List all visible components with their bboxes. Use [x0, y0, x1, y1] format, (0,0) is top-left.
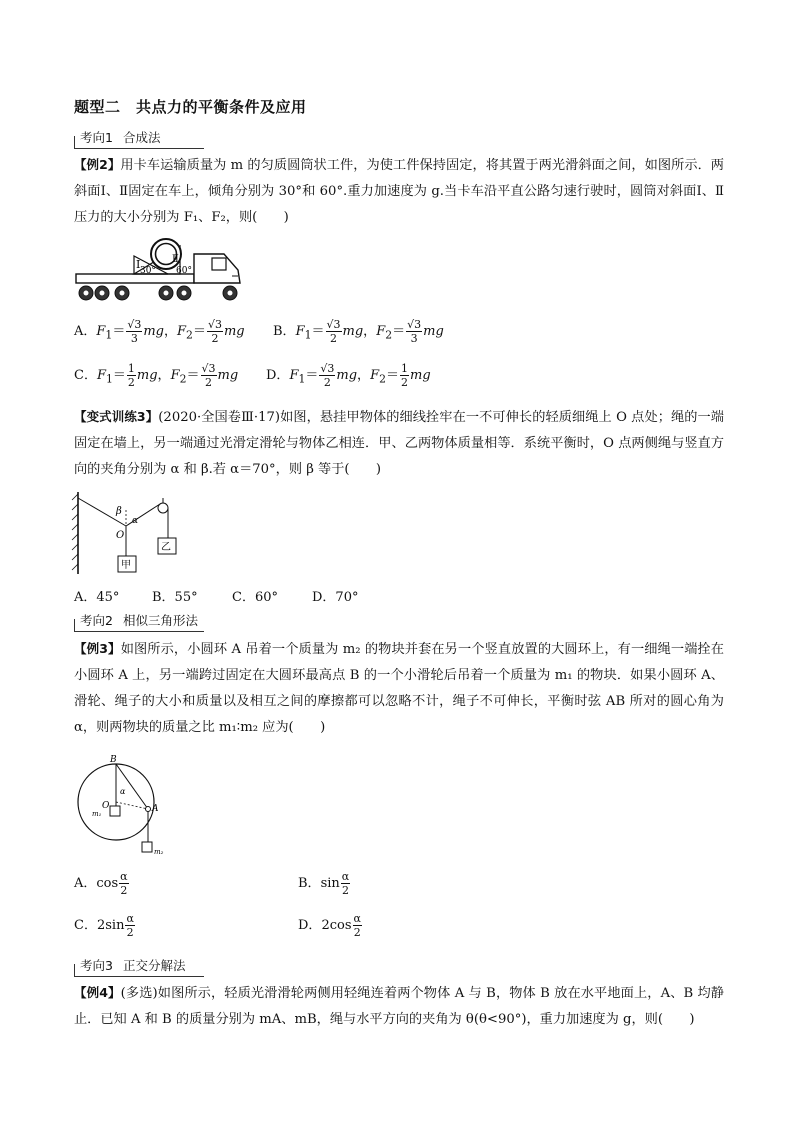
fraction: $\frac{1}{2}$ [401, 362, 408, 389]
option-a[interactable]: A．$F_1=$ $\frac{√3}{3}$ mg，$F_2=$ $\frac{√3}{2}$ mg [74, 318, 245, 345]
page-title: 题型二 共点力的平衡条件及应用 [74, 98, 307, 116]
fraction: $\frac{1}{2}$ [127, 362, 135, 389]
o-label: O [116, 530, 125, 541]
example-tag: 【例4】 [74, 985, 121, 1000]
fraction: $\frac{√3}{2}$ [320, 362, 335, 389]
beta-label: β [116, 506, 122, 517]
section-name: 合成法 [122, 130, 161, 145]
function: cos [329, 918, 352, 933]
fraction: $\frac{√3}{3}$ [127, 318, 142, 345]
block-yi-label: 乙 [161, 542, 171, 553]
option-b[interactable]: B．55° [152, 590, 198, 605]
function: sin [105, 918, 125, 933]
block-jia-label: 甲 [121, 560, 131, 571]
section-name: 正交分解法 [122, 958, 186, 973]
circle-figure [72, 750, 182, 860]
section-number: 考向3 [80, 958, 113, 973]
option-b[interactable] [298, 870, 351, 897]
option-letter: A． [74, 324, 97, 339]
option-letter: B． [298, 876, 321, 891]
option-letter: A． [74, 876, 97, 891]
example-tag: 【例3】 [74, 641, 121, 656]
option-letter: C． [74, 918, 97, 933]
m1-label: m₁ [92, 810, 102, 818]
option-c[interactable]: C．$F_1=$ $\frac{1}{2}$ mg，$F_2=$ $\frac{√3}{2}$ mg [74, 362, 239, 389]
fraction: $\frac{\alpha}{2}$ [120, 870, 128, 897]
option-letter: C． [74, 368, 97, 383]
fraction: $\frac{\alpha}{2}$ [126, 912, 134, 939]
slope-2-label: Ⅱ [172, 254, 179, 265]
example-3-text [74, 636, 724, 741]
function: sin [320, 876, 340, 891]
fraction: $\frac{√3}{3}$ [407, 318, 422, 345]
option-a[interactable]: A．45° [74, 590, 120, 605]
example-body: (2020·全国卷Ⅲ·17)如图，悬挂甲物体的细线拴牢在一不可伸长的轻质细绳上 O 点处；绳的一端固定在墙上，另一端通过光滑定滑轮与物体乙相连．甲、乙两物体质量相等．系统平衡时，O 点两侧绳与竖直方向的夹角分别为 α 和 β.若 α＝70°，则 β 等于( ) [74, 410, 724, 477]
option-a[interactable] [74, 870, 130, 897]
fraction: $\frac{\alpha}{2}$ [341, 870, 350, 897]
option-d[interactable] [298, 912, 363, 939]
m2-label: m₂ [154, 848, 164, 856]
coef: 2 [96, 918, 106, 933]
coef: 2 [321, 918, 330, 933]
fraction: $\frac{\alpha}{2}$ [353, 912, 361, 939]
b-label: B [110, 755, 117, 765]
example-body: (多选)如图所示，轻质光滑滑轮两侧用轻绳连着两个物体 A 与 B，物体 B 放在水平地面上，A、B 均静止．已知 A 和 B 的质量分别为 mA、mB，绳与水平方向的夹角为 θ(θ<90°)，重力加速度为 g，则( ) [74, 986, 724, 1027]
option-d[interactable]: D．70° [312, 590, 359, 605]
truck-figure [72, 236, 248, 306]
option-letter: D． [266, 368, 290, 383]
angle-30-label: 30° [140, 266, 156, 276]
fraction: $\frac{√3}{2}$ [326, 318, 341, 345]
alpha-label: α [132, 516, 139, 526]
option-d[interactable]: D．$F_1=$ $\frac{√3}{2}$ mg，$F_2=$ $\frac{1}{2}$ mg [266, 362, 431, 389]
option-b[interactable]: B．$F_1=$ $\frac{√3}{2}$ mg，$F_2=$ $\frac{√3}{3}$ mg [273, 318, 444, 345]
fraction: $\frac{√3}{2}$ [201, 362, 216, 389]
option-c[interactable]: C．60° [232, 590, 278, 605]
example-tag: 【例2】 [74, 157, 121, 172]
fraction: $\frac{√3}{2}$ [207, 318, 222, 345]
angle-60-label: 60° [176, 266, 192, 276]
option-c[interactable] [74, 912, 136, 939]
alpha-label: α [120, 787, 126, 796]
example-body: 如图所示，小圆环 A 吊着一个质量为 m₂ 的物块并套在另一个竖直放置的大圆环上，有一细绳一端拴在小圆环 A 上，另一端跨过固定在大圆环最高点 B 的一个小滑轮后吊着一个质量为 m₁ 的物块．如果小圆环 A、滑轮、绳子的大小和质量以及相互之间的摩擦都可以忽略不计，绳子不可伸长，平衡时弦 AB 所对的圆心角为 α，则两物块的质量之比 m₁∶m₂ 应为( ) [74, 642, 724, 735]
example-4-text [74, 980, 724, 1033]
option-letter: B． [273, 324, 296, 339]
section-number: 考向2 [80, 613, 113, 628]
section-number: 考向1 [80, 130, 113, 145]
a-label: A [152, 804, 159, 814]
section-name: 相似三角形法 [122, 613, 198, 628]
section-heading-1 [74, 128, 204, 148]
function: cos [96, 876, 119, 891]
section-heading-3 [74, 956, 204, 976]
example-body: 用卡车运输质量为 m 的匀质圆筒状工件，为使工件保持固定，将其置于两光滑斜面之间，如图所示．两斜面Ⅰ、Ⅱ固定在车上，倾角分别为 30°和 60°.重力加速度为 g.当卡车沿平直公路匀速行驶时，圆筒对斜面Ⅰ、Ⅱ压力的大小分别为 F₁、F₂，则( ) [74, 158, 724, 225]
o-label: O [102, 801, 110, 811]
pulley-figure [70, 490, 190, 580]
variant-3-text [74, 404, 724, 483]
example-tag: 【变式训练3】 [74, 409, 159, 424]
slope-1-label: Ⅰ [136, 258, 141, 271]
section-heading-2 [74, 611, 204, 631]
example-2-text [74, 152, 724, 231]
option-letter: D． [298, 918, 322, 933]
